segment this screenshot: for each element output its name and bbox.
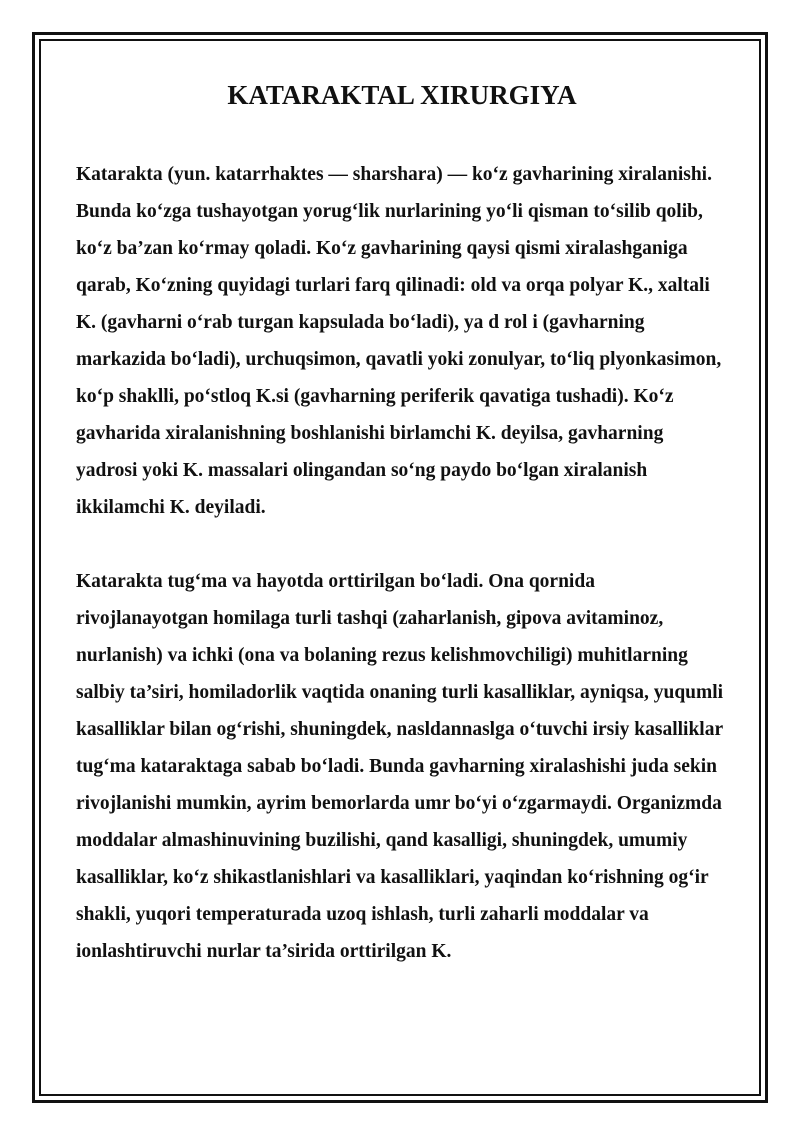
document-body bbox=[76, 78, 728, 970]
paragraph-1: Katarakta (yun. katarrhaktes — sharshara) — ko‘z gavharining xiralanishi. Bunda ko‘zga tushayotgan yorug‘lik nurlarining yo‘li qisman to‘silib qolib, ko‘z ba’zan ko‘rmay qoladi. Ko‘z gavharining qaysi qismi xiralashganiga qarab, Ko‘zning quyidagi turlari farq qilinadi: old va orqa polyar K., xaltali K. (gavharni o‘rab turgan kapsulada bo‘ladi), ya d rol i (gavharning markazida bo‘ladi), urchuqsimon, qavatli yoki zonulyar, to‘liq plyonkasimon, ko‘p shaklli, po‘stloq K.si (gavharning periferik qavatiga tushadi). Ko‘z gavharida xiralanishning boshlanishi birlamchi K. deyilsa, gavharning yadrosi yoki K. massalari olingandan so‘ng paydo bo‘lgan xiralanish ikkilamchi K. deyiladi. bbox=[76, 164, 722, 518]
document-title: KATARAKTAL XIRURGIYA bbox=[227, 80, 577, 110]
paragraph-gap bbox=[76, 526, 728, 563]
paragraph-2: Katarakta tug‘ma va hayotda orttirilgan bo‘ladi. Ona qornida rivojlanayotgan homilaga turli tashqi (zaharlanish, gipova avitaminoz, nurlanish) va ichki (ona va bolaning rezus kelishmovchiligi) muhitlarning salbiy ta’siri, homiladorlik vaqtida onaning turli kasalliklar, ayniqsa, yuqumli kasalliklar bilan og‘rishi, shuningdek, nasldannaslga o‘tuvchi irsiy kasalliklar tug‘ma kataraktaga sabab bo‘ladi. Bunda gavharning xiralashishi juda sekin rivojlanishi mumkin, ayrim bemorlarda umr bo‘yi o‘zgarmaydi. Organizmda moddalar almashinuvining buzilishi, qand kasalligi, shuningdek, umumiy kasalliklar, ko‘z shikastlanishlari va kasalliklari, yaqindan ko‘rishning og‘ir shakli, yuqori temperaturada uzoq ishlash, turli zaharli moddalar va ionlashtiruvchi nurlar ta’sirida orttirilgan K. bbox=[76, 571, 724, 962]
